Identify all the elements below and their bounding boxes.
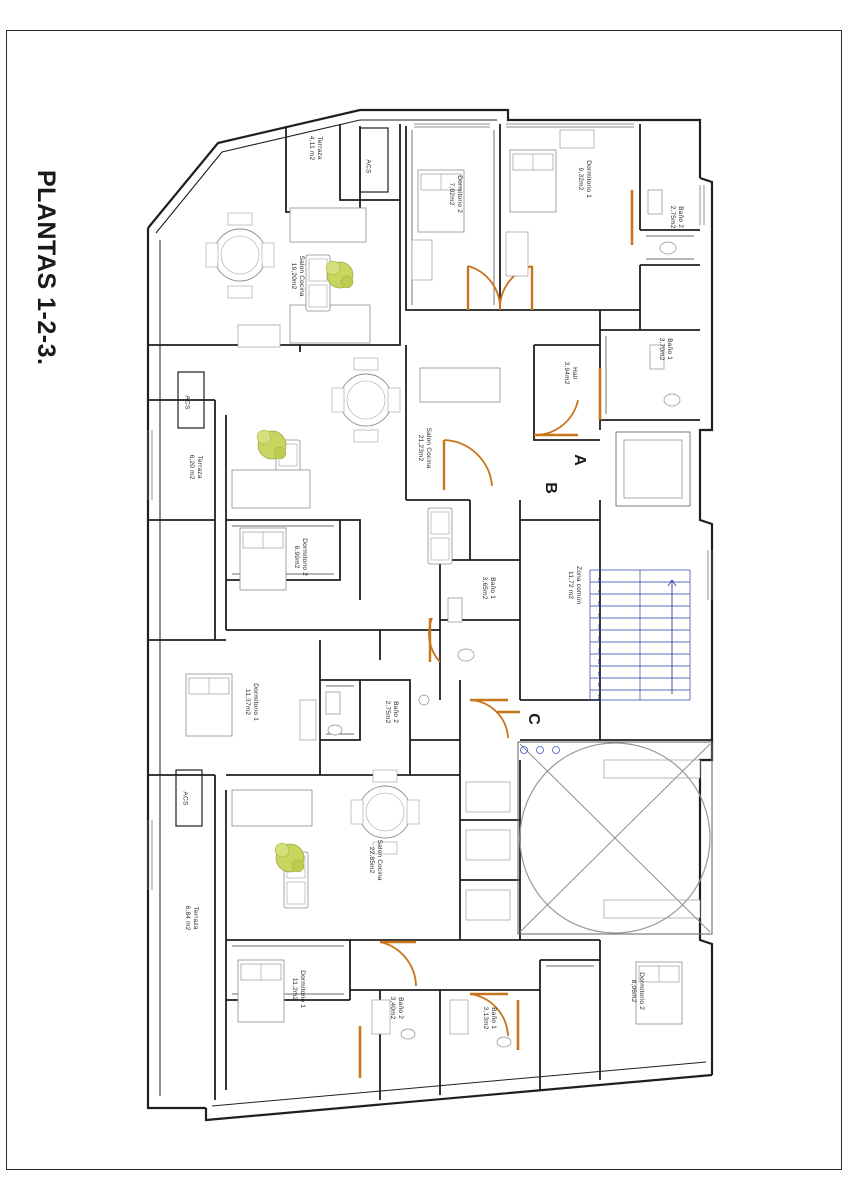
room-name: Dormitorio 2: [456, 175, 464, 214]
zone-letter-c: C: [524, 713, 542, 725]
stair-step-number: 19: [597, 589, 603, 595]
room-area: 22,85m2: [368, 846, 375, 874]
room-label: [187, 427, 203, 507]
room-area: 8,06m2: [630, 979, 637, 1003]
page-title: PLANTAS 1-2-3.: [32, 170, 60, 366]
zone-letter-a: A: [570, 454, 588, 466]
room-name: Salon Cocina: [298, 255, 306, 297]
room-name: Terraza: [196, 455, 204, 479]
room-area: 3,70m2: [658, 337, 665, 361]
zone-letter-b: B: [541, 482, 559, 494]
room-label: [383, 672, 399, 752]
room-label: [629, 951, 645, 1031]
stair-step-number: 10: [597, 693, 603, 700]
acs-label: ACS: [181, 791, 189, 806]
room-label: [388, 968, 404, 1048]
room-label: [290, 949, 306, 1029]
stair-step-number: 18: [597, 601, 603, 607]
stair-step-number: 16: [597, 624, 603, 630]
room-area: 6,99m2: [293, 545, 300, 569]
room-area: 6,84 m2: [184, 905, 191, 931]
stair-step-number: 13: [597, 659, 603, 665]
room-name: Dormitorio 1: [585, 160, 593, 199]
room-area: 11,37m2: [244, 689, 251, 716]
stair-step-number: 11: [596, 682, 602, 688]
room-name: Dormitorio 1: [252, 683, 260, 722]
room-area: 3,13m2: [482, 1006, 489, 1030]
room-area: 3,40m2: [389, 996, 396, 1020]
room-area: 3,65m2: [481, 576, 488, 600]
room-name: Baño 2: [392, 701, 400, 724]
stair-step-number: 14: [597, 647, 603, 653]
room-label: [367, 820, 383, 900]
room-name: Baño 1: [666, 338, 674, 361]
room-label: [481, 978, 497, 1058]
stair-step-number: 20: [597, 577, 603, 584]
room-label: [480, 548, 496, 628]
stair-step-number: 12: [597, 670, 603, 676]
plant-icon: [257, 430, 286, 459]
room-area: 4,11 m2: [308, 135, 315, 161]
room-name: Dormitorio 2: [638, 972, 646, 1011]
acs-label: ACS: [364, 159, 372, 174]
acs-label: ACS: [183, 395, 191, 410]
room-area: 7,02m2: [448, 182, 455, 206]
staircase: [590, 570, 690, 700]
room-label: [668, 177, 684, 257]
room-name: Baño 1: [490, 1007, 498, 1030]
room-area: 21,23m2: [417, 434, 424, 462]
room-label: [566, 545, 582, 625]
room-label: [292, 517, 308, 597]
room-area: 2,75m2: [384, 700, 391, 724]
room-label: [183, 878, 199, 958]
room-name: Baño 2: [397, 997, 405, 1020]
room-name: Terraza: [192, 906, 200, 930]
room-area: 11,2m2: [291, 977, 298, 1001]
stair-step-number: 15: [597, 635, 603, 642]
room-name: Baño 1: [489, 577, 497, 600]
room-name: Dormitorio 2: [301, 538, 309, 577]
room-label: [289, 236, 305, 316]
room-name: Salon Cocina: [425, 427, 433, 469]
room-area: 6,20 m2: [188, 454, 195, 480]
room-area: 2,75m2: [669, 205, 676, 229]
room-name: Hall: [571, 367, 579, 380]
room-label: [576, 139, 592, 219]
stair-step-number: 17: [597, 612, 603, 618]
room-area: 11,72 m2: [567, 571, 574, 600]
room-name: Terraza: [316, 136, 324, 160]
room-area: 3,94m2: [563, 361, 570, 385]
room-area: 9,32m2: [577, 167, 584, 191]
room-name: Baño 2: [677, 206, 685, 229]
room-label: [307, 108, 323, 188]
room-label: [562, 333, 578, 413]
room-label: [243, 662, 259, 742]
room-name: Salon Cocina: [376, 839, 384, 881]
room-area: 19,20m2: [290, 262, 297, 290]
plant-icon: [275, 843, 304, 872]
room-label: [657, 309, 673, 389]
room-name: Zona común: [575, 566, 583, 605]
room-label: [416, 408, 432, 488]
room-label: [447, 154, 463, 234]
room-name: Dormitorio 1: [299, 970, 307, 1009]
